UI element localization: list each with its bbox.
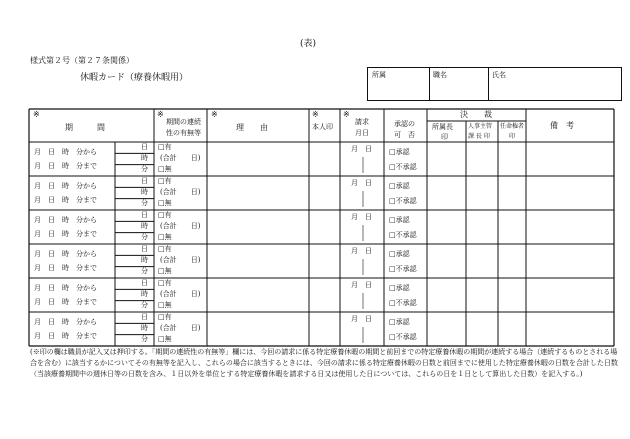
disapprove-checkbox: □不承認 — [389, 231, 417, 239]
period-header: 期 間 — [65, 123, 105, 132]
personnel-head-header: 課 長 印 — [468, 133, 490, 140]
period-to: 月 日 時 分まで — [34, 264, 97, 272]
dept-head-header: 印 — [441, 133, 448, 141]
period-from: 月 日 時 分から — [34, 216, 97, 224]
period-to: 月 日 時 分まで — [34, 332, 97, 340]
total-days: (合計 日) — [160, 290, 201, 298]
has-checkbox: □有 — [158, 143, 172, 151]
request-month-day: 月 日 — [351, 213, 372, 221]
period-to: 月 日 時 分まで — [34, 162, 97, 170]
has-checkbox: □有 — [158, 177, 172, 185]
mark-request: ※ — [343, 110, 350, 119]
has-checkbox: □有 — [158, 313, 172, 321]
disapprove-checkbox: □不承認 — [389, 163, 417, 171]
position-label: 職名 — [433, 71, 447, 79]
continuity-header: 期間の連続 — [166, 118, 201, 126]
unit-hour: 時 — [141, 290, 148, 298]
mark-continuity: ※ — [157, 110, 164, 119]
unit-day: 日 — [141, 313, 148, 321]
unit-hour: 時 — [141, 324, 148, 332]
none-checkbox: □無 — [158, 233, 172, 241]
period-from: 月 日 時 分から — [34, 148, 97, 156]
personnel-head-header: 人事主管 — [468, 123, 493, 130]
approval-header: 可 否 — [394, 131, 415, 139]
disapprove-checkbox: □不承認 — [389, 265, 417, 273]
has-checkbox: □有 — [158, 245, 172, 253]
disapprove-checkbox: □不承認 — [389, 197, 417, 205]
reason-header: 理 由 — [236, 123, 268, 132]
has-checkbox: □有 — [158, 279, 172, 287]
total-days: (合計 日) — [160, 324, 201, 332]
unit-day: 日 — [141, 211, 148, 219]
approve-checkbox: □承認 — [389, 148, 410, 156]
request-month-day: 月 日 — [351, 281, 372, 289]
total-days: (合計 日) — [160, 222, 201, 230]
period-from: 月 日 時 分から — [34, 250, 97, 258]
disapprove-checkbox: □不承認 — [389, 299, 417, 307]
has-checkbox: □有 — [158, 211, 172, 219]
unit-minute: 分 — [141, 301, 148, 309]
none-checkbox: □無 — [158, 267, 172, 275]
affiliation-label: 所属 — [372, 71, 386, 79]
unit-hour: 時 — [141, 154, 148, 162]
appointer-header: 任命権者 — [500, 123, 525, 130]
dept-head-header: 所属長 — [432, 123, 453, 131]
unit-minute: 分 — [141, 233, 148, 241]
request-date-header: 請求 — [355, 118, 369, 126]
period-from: 月 日 時 分から — [34, 284, 97, 292]
unit-minute: 分 — [141, 267, 148, 275]
period-to: 月 日 時 分まで — [34, 230, 97, 238]
continuity-header: 性の有無等 — [166, 129, 201, 137]
own-seal-header: 本人印 — [312, 123, 333, 131]
unit-hour: 時 — [141, 222, 148, 230]
footnote: (※印の欄は職員が記入又は押印する。「期間の連続性の有無等」欄には、今回の請求に係る特定療養休暇の期間と前回までの特定療養休暇の期間が連続する場合（連続するものとされる場合を含む）に該当するかについてその有無等を記入し、これらの場合に該当するときには、今回の請求に係る特定療養休暇の日数と前回までに使用した特定療養休暇の日数を合計した日数（当該療養期間中の週休日等の日数を含み、１日以外を単位とする特定療養休暇を請求する日又は使用した日については、これらの日を１日として算出した日数）を記入する。) — [30, 348, 618, 378]
period-to: 月 日 時 分まで — [34, 196, 97, 204]
approve-checkbox: □承認 — [389, 250, 410, 258]
period-from: 月 日 時 分から — [34, 318, 97, 326]
unit-hour: 時 — [141, 256, 148, 264]
remarks-header: 備 考 — [550, 121, 574, 130]
total-days: (合計 日) — [160, 256, 201, 264]
appointer-header: 印 — [509, 133, 516, 140]
period-to: 月 日 時 分まで — [34, 298, 97, 306]
request-month-day: 月 日 — [351, 247, 372, 255]
period-from: 月 日 時 分から — [34, 182, 97, 190]
approval-header: 承認の — [394, 120, 415, 128]
total-days: (合計 日) — [160, 154, 201, 162]
unit-day: 日 — [141, 143, 148, 151]
mark-seal: ※ — [312, 110, 319, 119]
unit-day: 日 — [141, 279, 148, 287]
request-date-header: 月日 — [355, 129, 369, 137]
request-month-day: 月 日 — [351, 179, 372, 187]
mark-period: ※ — [33, 110, 40, 119]
approve-checkbox: □承認 — [389, 216, 410, 224]
decision-header: 決 裁 — [460, 110, 492, 119]
name-label: 氏名 — [492, 71, 506, 79]
none-checkbox: □無 — [158, 199, 172, 207]
table-label: (表) — [300, 39, 317, 49]
unit-minute: 分 — [141, 199, 148, 207]
approve-checkbox: □承認 — [389, 318, 410, 326]
none-checkbox: □無 — [158, 165, 172, 173]
unit-minute: 分 — [141, 335, 148, 343]
approve-checkbox: □承認 — [389, 182, 410, 190]
approve-checkbox: □承認 — [389, 284, 410, 292]
form-title: 休暇カード（療養休暇用） — [80, 73, 189, 83]
none-checkbox: □無 — [158, 335, 172, 343]
disapprove-checkbox: □不承認 — [389, 333, 417, 341]
unit-minute: 分 — [141, 165, 148, 173]
none-checkbox: □無 — [158, 301, 172, 309]
unit-hour: 時 — [141, 188, 148, 196]
mark-reason: ※ — [211, 110, 218, 119]
request-month-day: 月 日 — [351, 145, 372, 153]
unit-day: 日 — [141, 177, 148, 185]
unit-day: 日 — [141, 245, 148, 253]
form-number: 様式第２号（第２７条関係） — [30, 56, 134, 65]
total-days: (合計 日) — [160, 188, 201, 196]
request-month-day: 月 日 — [351, 315, 372, 323]
